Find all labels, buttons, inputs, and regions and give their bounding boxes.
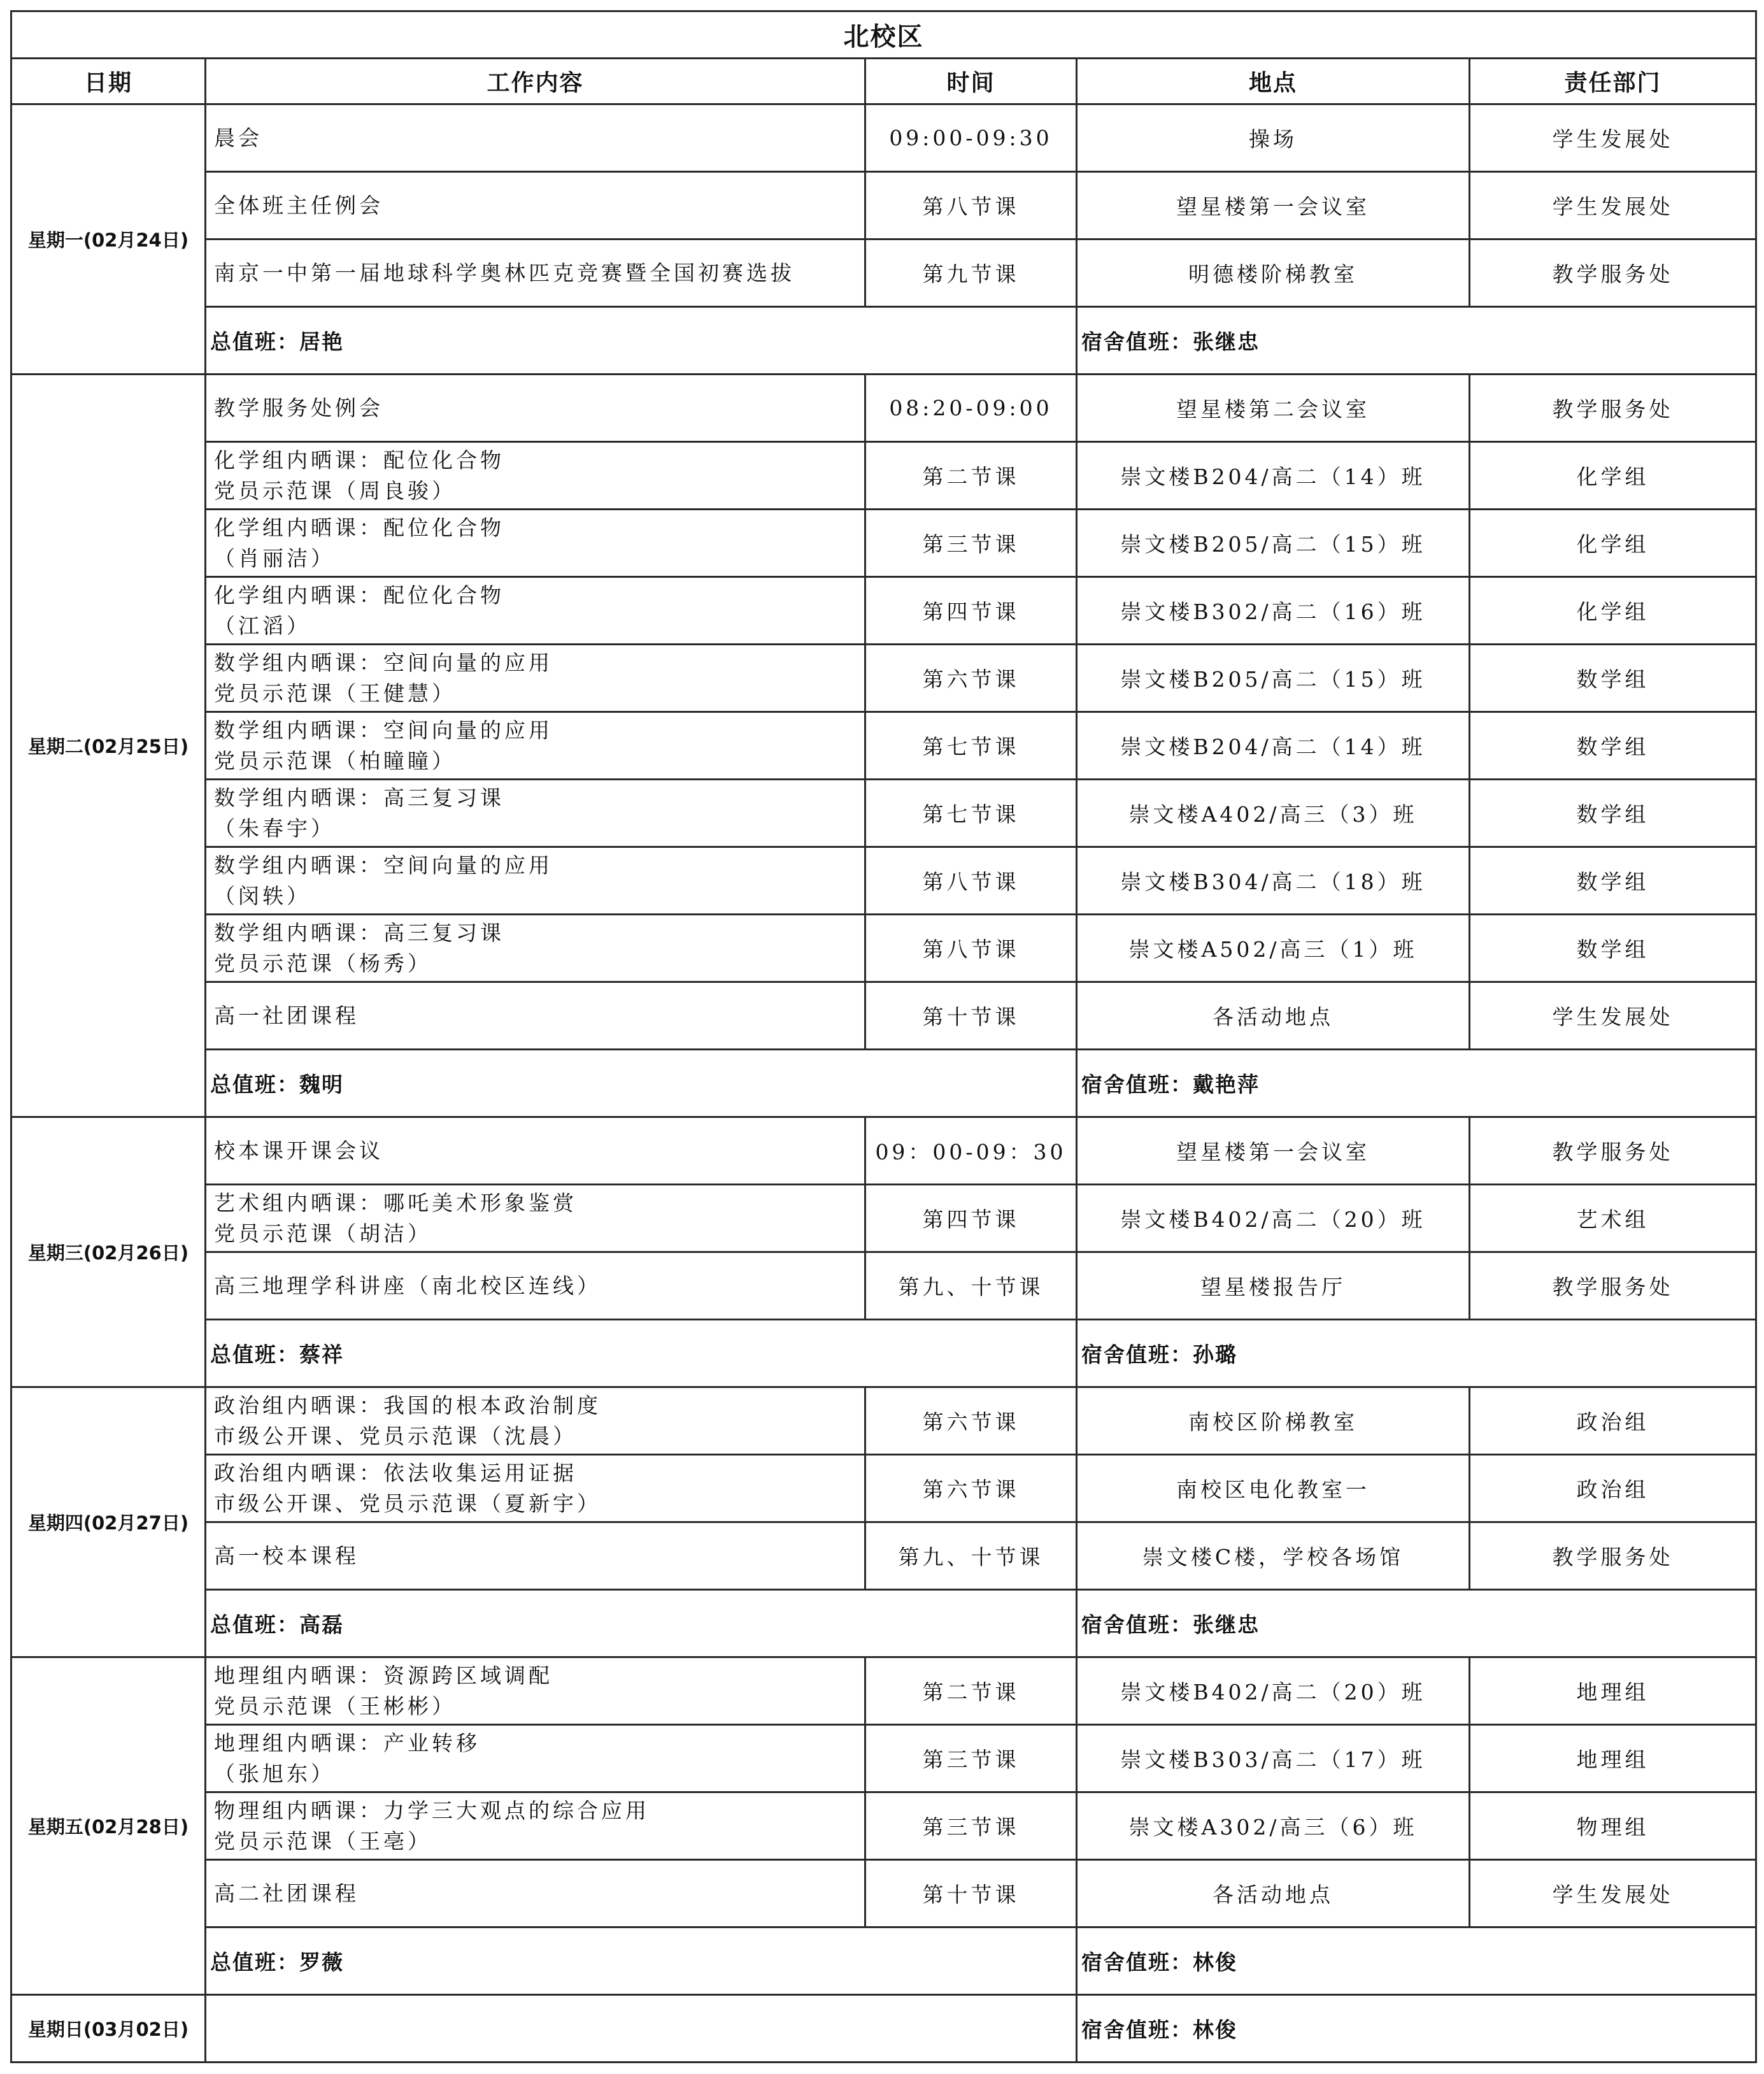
department-cell: 教学服务处 <box>1470 240 1756 307</box>
work-content-line: 地理组内晒课：资源跨区域调配 <box>214 1663 553 1688</box>
day-label: 星期五(02月28日) <box>11 1657 206 1995</box>
department-cell: 数学组 <box>1470 712 1756 780</box>
location-cell: 崇文楼A302/高三（6）班 <box>1077 1792 1470 1860</box>
general-duty-prefix: 总值班： <box>210 1072 299 1097</box>
time-cell: 第八节课 <box>865 847 1077 915</box>
work-content-line: （肖丽洁） <box>214 545 335 571</box>
general-duty-name: 居艳 <box>299 329 344 354</box>
work-content-cell <box>206 240 865 307</box>
table-row <box>11 1117 1756 1185</box>
duty-row <box>11 1590 1756 1657</box>
department-cell: 化学组 <box>1470 577 1756 645</box>
table-row <box>11 1387 1756 1455</box>
dorm-duty-cell <box>1077 1995 1756 2063</box>
table-row <box>11 104 1756 172</box>
work-content-line: 党员示范课（周良骏） <box>214 478 456 503</box>
work-content-cell <box>206 104 865 172</box>
department-cell: 教学服务处 <box>1470 375 1756 442</box>
work-content-line: （张旭东） <box>214 1761 335 1786</box>
dorm-duty-prefix: 宿舍值班： <box>1081 1950 1193 1975</box>
department-cell: 学生发展处 <box>1470 982 1756 1050</box>
department-cell: 数学组 <box>1470 645 1756 712</box>
time-cell: 第七节课 <box>865 712 1077 780</box>
general-duty-cell <box>206 1927 1077 1995</box>
location-cell: 望星楼第一会议室 <box>1077 1117 1470 1185</box>
time-cell: 第九节课 <box>865 240 1077 307</box>
work-content-cell <box>206 577 865 645</box>
location-cell: 崇文楼B205/高二（15）班 <box>1077 510 1470 577</box>
table-row <box>11 1185 1756 1252</box>
table-row <box>11 1252 1756 1320</box>
department-cell: 化学组 <box>1470 510 1756 577</box>
location-cell: 望星楼第一会议室 <box>1077 172 1470 240</box>
location-cell: 崇文楼B205/高二（15）班 <box>1077 645 1470 712</box>
dorm-duty-prefix: 宿舍值班： <box>1081 2017 1193 2042</box>
general-duty-name: 蔡祥 <box>299 1342 344 1367</box>
work-content-line: 党员示范课（胡洁） <box>214 1220 432 1246</box>
location-cell: 崇文楼A502/高三（1）班 <box>1077 915 1470 982</box>
header-content: 工作内容 <box>206 59 865 104</box>
time-cell: 第四节课 <box>865 577 1077 645</box>
general-duty-cell <box>206 1050 1077 1117</box>
work-content-line: 艺术组内晒课：哪吒美术形象鉴赏 <box>214 1190 577 1215</box>
duty-row <box>11 1050 1756 1117</box>
time-cell: 第二节课 <box>865 1657 1077 1725</box>
work-content-line: 高二社团课程 <box>214 1880 359 1906</box>
dorm-duty-cell <box>1077 1320 1756 1387</box>
table-row <box>11 915 1756 982</box>
location-cell: 望星楼第二会议室 <box>1077 375 1470 442</box>
dorm-duty-name: 林俊 <box>1193 2017 1237 2042</box>
work-content-cell <box>206 1387 865 1455</box>
day-label: 星期三(02月26日) <box>11 1117 206 1387</box>
time-cell: 第十节课 <box>865 1860 1077 1927</box>
dorm-duty-cell <box>1077 1927 1756 1995</box>
time-cell: 第二节课 <box>865 442 1077 510</box>
table-row <box>11 375 1756 442</box>
dorm-duty-prefix: 宿舍值班： <box>1081 1342 1193 1367</box>
work-content-line: （闵轶） <box>214 883 311 908</box>
day-label: 星期一(02月24日) <box>11 104 206 375</box>
general-duty-cell <box>206 1590 1077 1657</box>
work-content-line: 党员示范课（柏瞳瞳） <box>214 748 456 773</box>
work-content-line: 南京一中第一届地球科学奥林匹克竞赛暨全国初赛选拔 <box>214 260 795 285</box>
table-row <box>11 712 1756 780</box>
table-row <box>11 510 1756 577</box>
department-cell: 政治组 <box>1470 1387 1756 1455</box>
header-time: 时间 <box>865 59 1077 104</box>
work-content-cell <box>206 1725 865 1792</box>
work-content-line: 化学组内晒课：配位化合物 <box>214 515 504 540</box>
work-content-line: 高一校本课程 <box>214 1543 359 1568</box>
work-content-line: 市级公开课、党员示范课（沈晨） <box>214 1423 577 1448</box>
time-cell: 第四节课 <box>865 1185 1077 1252</box>
schedule-table <box>10 10 1757 2063</box>
location-cell: 明德楼阶梯教室 <box>1077 240 1470 307</box>
general-duty-cell <box>206 307 1077 375</box>
work-content-cell <box>206 982 865 1050</box>
schedule-body <box>11 104 1756 2063</box>
table-row <box>11 1792 1756 1860</box>
location-cell: 南校区电化教室一 <box>1077 1455 1470 1522</box>
location-cell: 各活动地点 <box>1077 1860 1470 1927</box>
time-cell: 第六节课 <box>865 1455 1077 1522</box>
location-cell: 崇文楼C楼，学校各场馆 <box>1077 1522 1470 1590</box>
work-content-cell <box>206 510 865 577</box>
day-label: 星期日(03月02日) <box>11 1995 206 2063</box>
work-content-line: 党员示范课（王彬彬） <box>214 1693 456 1719</box>
department-cell: 政治组 <box>1470 1455 1756 1522</box>
department-cell: 数学组 <box>1470 780 1756 847</box>
header-row <box>11 59 1756 104</box>
dorm-duty-name: 张继忠 <box>1193 1612 1260 1637</box>
dorm-duty-cell <box>1077 1590 1756 1657</box>
time-cell: 第三节课 <box>865 510 1077 577</box>
duty-row <box>11 1927 1756 1995</box>
dorm-duty-name: 戴艳萍 <box>1193 1072 1260 1097</box>
work-content-line: 教学服务处例会 <box>214 395 383 420</box>
work-content-cell <box>206 172 865 240</box>
department-cell: 物理组 <box>1470 1792 1756 1860</box>
work-content-line: 化学组内晒课：配位化合物 <box>214 582 504 608</box>
work-content-cell <box>206 915 865 982</box>
work-content-cell <box>206 847 865 915</box>
table-row <box>11 1522 1756 1590</box>
work-content-line: 晨会 <box>214 125 262 150</box>
work-content-cell <box>206 1792 865 1860</box>
work-content-cell <box>206 645 865 712</box>
work-content-line: （朱春宇） <box>214 815 335 841</box>
department-cell: 艺术组 <box>1470 1185 1756 1252</box>
work-content-cell <box>206 1657 865 1725</box>
work-content-line: 政治组内晒课：依法收集运用证据 <box>214 1460 577 1485</box>
table-row <box>11 442 1756 510</box>
general-duty-cell <box>206 1320 1077 1387</box>
table-row <box>11 1725 1756 1792</box>
time-cell: 第十节课 <box>865 982 1077 1050</box>
department-cell: 地理组 <box>1470 1725 1756 1792</box>
location-cell: 崇文楼B303/高二（17）班 <box>1077 1725 1470 1792</box>
work-content-line: （江滔） <box>214 613 311 638</box>
table-row <box>11 982 1756 1050</box>
department-cell: 学生发展处 <box>1470 1860 1756 1927</box>
duty-row <box>11 1320 1756 1387</box>
location-cell: 崇文楼B402/高二（20）班 <box>1077 1185 1470 1252</box>
dorm-duty-cell <box>1077 307 1756 375</box>
general-duty-prefix: 总值班： <box>210 1950 299 1975</box>
work-content-line: 数学组内晒课：空间向量的应用 <box>214 650 553 675</box>
work-content-line: 党员示范课（王亳） <box>214 1828 432 1854</box>
location-cell: 各活动地点 <box>1077 982 1470 1050</box>
work-content-line: 全体班主任例会 <box>214 192 383 218</box>
work-content-line: 物理组内晒课：力学三大观点的综合应用 <box>214 1798 650 1823</box>
general-duty-cell <box>206 1995 1077 2063</box>
work-content-line: 党员示范课（杨秀） <box>214 950 432 976</box>
work-content-cell <box>206 1117 865 1185</box>
department-cell: 地理组 <box>1470 1657 1756 1725</box>
work-content-line: 市级公开课、党员示范课（夏新宇） <box>214 1491 601 1516</box>
work-content-line: 政治组内晒课：我国的根本政治制度 <box>214 1392 601 1418</box>
dorm-duty-prefix: 宿舍值班： <box>1081 1072 1193 1097</box>
dorm-duty-name: 孙璐 <box>1193 1342 1237 1367</box>
department-cell: 学生发展处 <box>1470 172 1756 240</box>
day-label: 星期二(02月25日) <box>11 375 206 1117</box>
time-cell: 第七节课 <box>865 780 1077 847</box>
work-content-cell <box>206 1860 865 1927</box>
location-cell: 望星楼报告厅 <box>1077 1252 1470 1320</box>
general-duty-prefix: 总值班： <box>210 1342 299 1367</box>
location-cell: 崇文楼B402/高二（20）班 <box>1077 1657 1470 1725</box>
work-content-cell <box>206 1185 865 1252</box>
time-cell: 09：00-09：30 <box>865 1117 1077 1185</box>
dorm-duty-name: 张继忠 <box>1193 329 1260 354</box>
table-row <box>11 1455 1756 1522</box>
general-duty-prefix: 总值班： <box>210 1612 299 1637</box>
location-cell: 崇文楼B302/高二（16）班 <box>1077 577 1470 645</box>
day-label: 星期四(02月27日) <box>11 1387 206 1657</box>
header-location: 地点 <box>1077 59 1470 104</box>
time-cell: 第三节课 <box>865 1725 1077 1792</box>
work-content-cell <box>206 375 865 442</box>
work-content-cell <box>206 780 865 847</box>
location-cell: 崇文楼B204/高二（14）班 <box>1077 442 1470 510</box>
table-row <box>11 847 1756 915</box>
department-cell: 教学服务处 <box>1470 1252 1756 1320</box>
location-cell: 南校区阶梯教室 <box>1077 1387 1470 1455</box>
header-date: 日期 <box>11 59 206 104</box>
work-content-cell <box>206 1455 865 1522</box>
duty-row <box>11 1995 1756 2063</box>
header-department: 责任部门 <box>1470 59 1756 104</box>
dorm-duty-prefix: 宿舍值班： <box>1081 329 1193 354</box>
table-row <box>11 240 1756 307</box>
location-cell: 崇文楼B204/高二（14）班 <box>1077 712 1470 780</box>
table-title: 北校区 <box>11 11 1756 59</box>
work-content-line: 数学组内晒课：空间向量的应用 <box>214 717 553 743</box>
work-content-line: 地理组内晒课：产业转移 <box>214 1730 480 1756</box>
department-cell: 教学服务处 <box>1470 1117 1756 1185</box>
time-cell: 第八节课 <box>865 172 1077 240</box>
table-row <box>11 172 1756 240</box>
dorm-duty-cell <box>1077 1050 1756 1117</box>
work-content-line: 党员示范课（王健慧） <box>214 680 456 706</box>
work-content-line: 数学组内晒课：高三复习课 <box>214 785 504 810</box>
table-row <box>11 1657 1756 1725</box>
table-row <box>11 577 1756 645</box>
department-cell: 数学组 <box>1470 847 1756 915</box>
table-row <box>11 645 1756 712</box>
general-duty-name: 罗薇 <box>299 1950 344 1975</box>
dorm-duty-prefix: 宿舍值班： <box>1081 1612 1193 1637</box>
time-cell: 08:20-09:00 <box>865 375 1077 442</box>
work-content-cell <box>206 1252 865 1320</box>
location-cell: 崇文楼B304/高二（18）班 <box>1077 847 1470 915</box>
work-content-line: 数学组内晒课：空间向量的应用 <box>214 852 553 878</box>
work-content-cell <box>206 442 865 510</box>
table-row <box>11 1860 1756 1927</box>
department-cell: 数学组 <box>1470 915 1756 982</box>
general-duty-prefix: 总值班： <box>210 329 299 354</box>
work-content-line: 高三地理学科讲座（南北校区连线） <box>214 1273 601 1298</box>
time-cell: 第三节课 <box>865 1792 1077 1860</box>
work-content-line: 化学组内晒课：配位化合物 <box>214 447 504 473</box>
dorm-duty-name: 林俊 <box>1193 1950 1237 1975</box>
location-cell: 操场 <box>1077 104 1470 172</box>
work-content-cell <box>206 712 865 780</box>
time-cell: 09:00-09:30 <box>865 104 1077 172</box>
time-cell: 第六节课 <box>865 1387 1077 1455</box>
department-cell: 化学组 <box>1470 442 1756 510</box>
time-cell: 第九、十节课 <box>865 1522 1077 1590</box>
department-cell: 学生发展处 <box>1470 104 1756 172</box>
time-cell: 第八节课 <box>865 915 1077 982</box>
general-duty-name: 高磊 <box>299 1612 344 1637</box>
department-cell: 教学服务处 <box>1470 1522 1756 1590</box>
time-cell: 第九、十节课 <box>865 1252 1077 1320</box>
work-content-line: 高一社团课程 <box>214 1003 359 1028</box>
work-content-cell <box>206 1522 865 1590</box>
general-duty-name: 魏明 <box>299 1072 344 1097</box>
work-content-line: 数学组内晒课：高三复习课 <box>214 920 504 945</box>
location-cell: 崇文楼A402/高三（3）班 <box>1077 780 1470 847</box>
duty-row <box>11 307 1756 375</box>
time-cell: 第六节课 <box>865 645 1077 712</box>
table-row <box>11 780 1756 847</box>
work-content-line: 校本课开课会议 <box>214 1138 383 1163</box>
